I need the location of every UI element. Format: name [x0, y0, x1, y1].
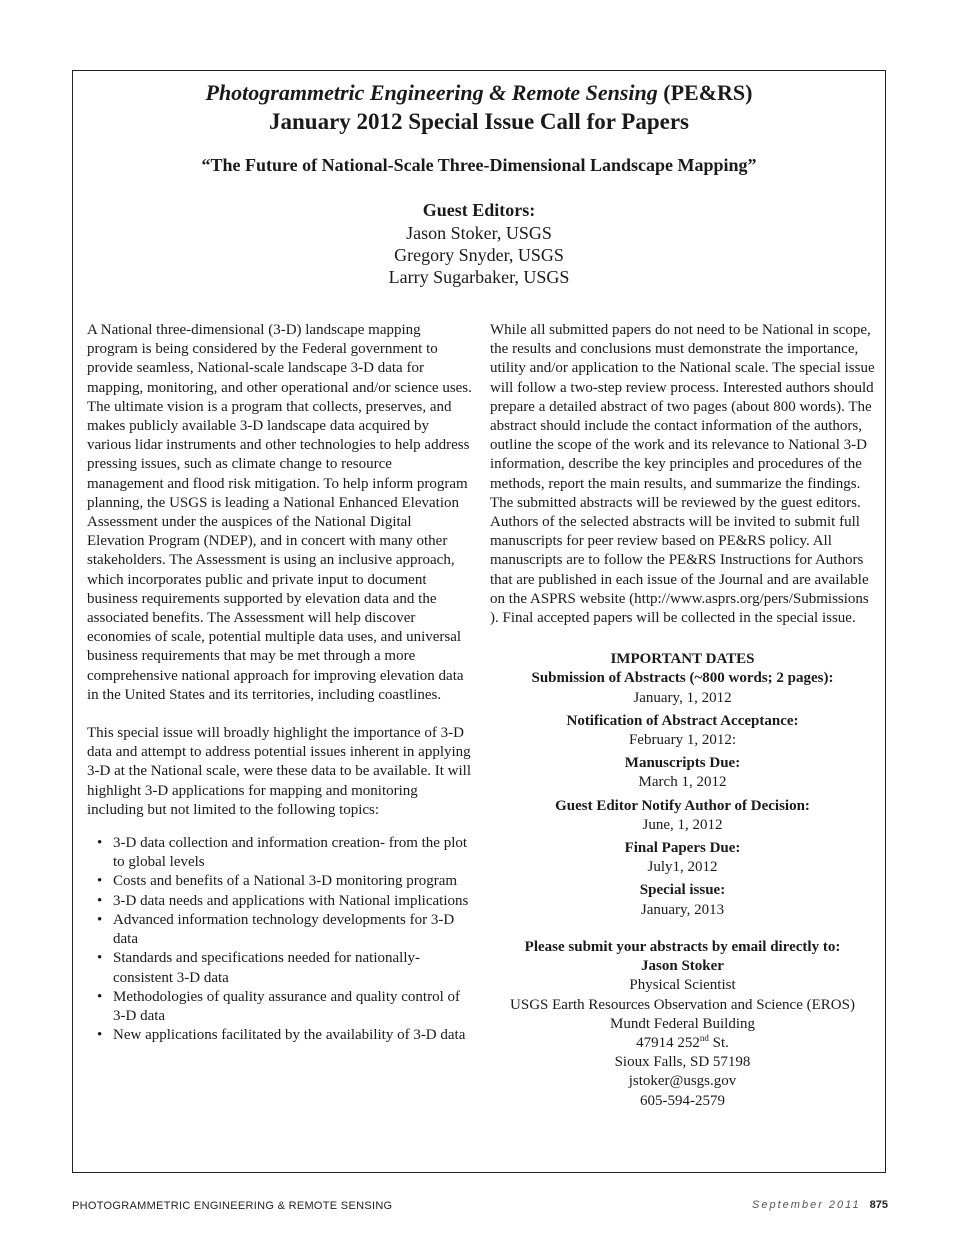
issue-theme: “The Future of National-Scale Three-Dimensional Landscape Mapping” — [201, 155, 757, 175]
contact-city: Sioux Falls, SD 57198 — [614, 1054, 751, 1071]
date-label: Manuscripts Due: — [624, 755, 741, 772]
footer-month: September 2011 — [752, 1199, 861, 1211]
topic-item: • 3-D data collection and information creation- from the plot to global levels — [87, 834, 472, 872]
issue-title: January 2012 Special Issue Call for Papers — [269, 109, 689, 134]
date-value: January, 2013 — [640, 901, 725, 918]
date-value: March 1, 2012 — [638, 774, 727, 791]
contact-name: Jason Stoker — [641, 958, 724, 975]
contact-phone: 605-594-2579 — [640, 1092, 725, 1109]
submission-prompt: Please submit your abstracts by email directly to: — [524, 938, 841, 955]
page-number: 875 — [869, 1199, 888, 1211]
contact-organization: USGS Earth Resources Observation and Science (EROS) — [510, 996, 855, 1013]
header — [73, 79, 885, 288]
topics-list — [87, 834, 472, 1045]
date-label: Special issue: — [639, 882, 726, 899]
date-label: Guest Editor Notify Author of Decision: — [555, 797, 810, 814]
street-suffix: St. — [708, 1034, 729, 1051]
topic-item: • New applications facilitated by the availability of 3-D data — [87, 1026, 472, 1045]
footer-page-info — [752, 1199, 888, 1211]
contact-building: Mundt Federal Building — [610, 1015, 755, 1032]
important-dates — [490, 650, 875, 920]
street-number: 47914 252 — [636, 1034, 700, 1051]
guest-editor: Gregory Snyder, USGS — [394, 245, 564, 265]
topic-item: • Costs and benefits of a National 3-D monitoring program — [87, 872, 472, 891]
topic-item: • Advanced information technology developments for 3-D data — [87, 911, 472, 949]
contact-title: Physical Scientist — [629, 977, 736, 994]
date-value: July1, 2012 — [647, 859, 718, 876]
date-label: Submission of Abstracts (~800 words; 2 pages): — [531, 670, 834, 687]
guest-editor: Jason Stoker, USGS — [406, 223, 552, 243]
date-value: January, 1, 2012 — [633, 689, 732, 706]
call-for-papers-frame — [72, 70, 886, 1173]
scope-paragraph: This special issue will broadly highlight the importance of 3-D data and attempt to address potential issues inherent in applying 3-D at the National scale, were these data to be available. It will highlight 3-D applications for mapping and monitoring including but not limited to the following topics: — [87, 725, 472, 818]
street-ordinal: nd — [699, 1032, 709, 1043]
guest-editor: Larry Sugarbaker, USGS — [388, 267, 570, 287]
important-dates-title: IMPORTANT DATES — [610, 651, 755, 668]
journal-abbreviation: (PE&RS) — [663, 80, 753, 105]
journal-name: Photogrammetric Engineering & Remote Sensing — [205, 80, 658, 105]
date-label: Notification of Abstract Acceptance: — [566, 712, 799, 729]
footer-journal-name: PHOTOGRAMMETRIC ENGINEERING & REMOTE SENSING — [72, 1200, 393, 1212]
date-value: June, 1, 2012 — [642, 816, 723, 833]
intro-paragraph: A National three-dimensional (3-D) landscape mapping program is being considered by the Federal government to provide seamless, National-scale landscape 3-D data for mapping, monitoring, and other operational and/or science uses. The ultimate vision is a program that collects, preserves, and makes publicly available 3-D landscape data acquired by various lidar instruments and other technologies to help address pressing issues, such as climate change to resource management and flood risk mitigation. To help inform program planning, the USGS is leading a National Enhanced Elevation Assessment under the auspices of the National Digital Elevation Program (NDEP), and in concert with many other stakeholders. The Assessment is using an inclusive approach, which incorporates public and private input to document business requirements supported by elevation data and the associated benefits. The Assessment will help discover economies of scale, potential multiple data uses, and universal business requirements that may be met through a more comprehensive national approach for improving elevation data in the United States and its territories, including coastlines. — [87, 322, 472, 703]
guest-editors-heading: Guest Editors: — [422, 200, 536, 220]
contact-email[interactable]: jstoker@usgs.gov — [628, 1073, 737, 1090]
date-value: February 1, 2012: — [628, 732, 737, 749]
date-label: Final Papers Due: — [624, 840, 741, 857]
contact-block — [490, 938, 875, 1111]
topic-item: • Standards and specifications needed for nationally-consistent 3-D data — [87, 949, 472, 987]
topic-item: • 3-D data needs and applications with National implications — [87, 892, 472, 911]
left-column — [87, 321, 472, 1045]
journal-title — [73, 79, 885, 107]
right-column — [490, 321, 875, 1111]
contact-street — [490, 1034, 875, 1053]
review-process-paragraph: While all submitted papers do not need to be National in scope, the results and conclusions must demonstrate the importance, utility and/or application to the National scale. The special issue will follow a two-step review process. Interested authors should prepare a detailed abstract of two pages (about 800 words). The abstract should include the contact information of the authors, outline the scope of the work and its relevance to National 3-D information, describe the key principles and procedures of the methods, report the main results, and summarize the findings. The submitted abstracts will be reviewed by the guest editors. Authors of the selected abstracts will be invited to submit full manuscripts for peer review based on PE&RS policy. All manuscripts are to follow the PE&RS Instructions for Authors that are published in each issue of the Journal and are available on the ASPRS website (http://www.asprs.org/pers/Submissions ). Final accepted papers will be collected in the special issue. — [490, 322, 875, 627]
topic-item: • Methodologies of quality assurance and quality control of 3-D data — [87, 988, 472, 1026]
